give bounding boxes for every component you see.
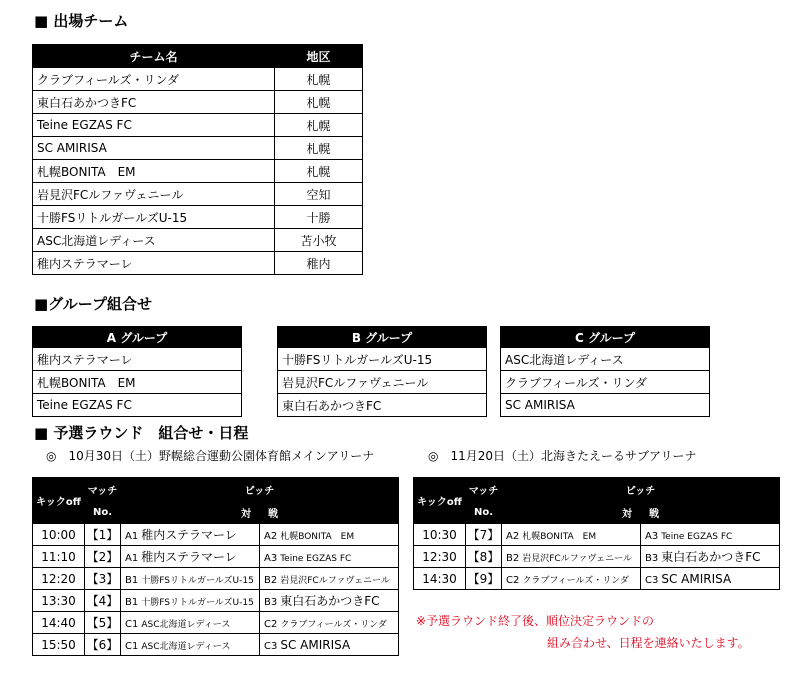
team-seed: B2 [506, 552, 520, 564]
match-team-cell [260, 546, 399, 568]
kickoff-header: キックoff [33, 478, 85, 524]
team-seed: B1 [125, 574, 139, 586]
match-team-name: 東白石あかつきFC [280, 594, 380, 608]
match-team-name: 東白石あかつきFC [661, 550, 761, 564]
match-no: 【9】 [466, 568, 502, 590]
note-line-2: 組み合わせ、日程を連絡いたします。 [547, 636, 750, 650]
kickoff-time: 12:20 [33, 568, 85, 590]
kickoff-time: 14:40 [33, 612, 85, 634]
schedule-table-2 [413, 477, 780, 590]
match-team-cell [641, 524, 780, 546]
team-name: 札幌BONITA EM [33, 160, 275, 183]
group-team: ASC北海道レディース [501, 348, 710, 371]
match-header-top-2: マッチ [466, 478, 502, 501]
match-team-name: ASC北海道レディース [141, 619, 231, 630]
team-name: 十勝FSリトルガールズU-15 [33, 206, 275, 229]
match-no: 【7】 [466, 524, 502, 546]
team-region: 空知 [275, 183, 363, 206]
match-no-header: No. [85, 501, 121, 524]
kickoff-time: 13:30 [33, 590, 85, 612]
team-seed: A1 [125, 531, 139, 542]
match-team-name: Teine EGZAS FC [661, 531, 733, 542]
kickoff-header-2: キックoff [414, 478, 466, 524]
match-row [33, 590, 399, 612]
group-team-row [33, 371, 242, 394]
schedule-heading: ■ 予選ラウンド 組合せ・日程 [34, 424, 249, 442]
team-seed: C2 [264, 618, 278, 630]
match-no: 【4】 [85, 590, 121, 612]
match-no: 【6】 [85, 634, 121, 656]
match-team-name: 札幌BONITA EM [280, 531, 355, 542]
match-team-name: SC AMIRISA [280, 637, 351, 652]
team-region: 十勝 [275, 206, 363, 229]
team-seed: C3 [264, 640, 278, 652]
teams-heading: ■ 出場チーム [34, 12, 129, 30]
team-seed: B3 [645, 553, 659, 564]
team-name: ASC北海道レディース [33, 229, 275, 252]
team-row [33, 137, 363, 160]
kickoff-time: 10:00 [33, 524, 85, 546]
match-team-cell [502, 546, 641, 568]
match-team-cell [121, 634, 260, 656]
match-team-name: クラブフィールズ・リンダ [280, 619, 387, 630]
match-team-cell [260, 524, 399, 546]
group-name: A グループ [33, 327, 242, 348]
team-name: 岩見沢FCルファヴェニール [33, 183, 275, 206]
team-region: 札幌 [275, 114, 363, 137]
match-team-name: ASC北海道レディース [141, 641, 231, 652]
col-region-header: 地区 [275, 45, 363, 68]
vs-header-a: 対 [121, 501, 260, 524]
kickoff-time: 14:30 [414, 568, 466, 590]
groups-heading: ■グループ組合せ [34, 295, 152, 313]
note-line-1: ※予選ラウンド終了後、順位決定ラウンドの [416, 614, 655, 628]
team-region: 札幌 [275, 160, 363, 183]
group-team: クラブフィールズ・リンダ [501, 371, 710, 394]
match-row [414, 568, 780, 590]
kickoff-time: 12:30 [414, 546, 466, 568]
team-row [33, 252, 363, 275]
teams-table [32, 44, 363, 275]
match-row [33, 612, 399, 634]
kickoff-time: 15:50 [33, 634, 85, 656]
match-no: 【1】 [85, 524, 121, 546]
group-team: 岩見沢FCルファヴェニール [278, 371, 487, 394]
group-team: 東白石あかつきFC [278, 394, 487, 417]
match-no: 【2】 [85, 546, 121, 568]
group-name: B グループ [278, 327, 487, 348]
team-seed: A3 [645, 530, 659, 542]
group-team-row [33, 394, 242, 417]
match-row [33, 568, 399, 590]
match-team-cell [121, 524, 260, 546]
team-seed: C1 [125, 618, 139, 630]
match-team-cell [502, 524, 641, 546]
team-region: 札幌 [275, 68, 363, 91]
match-team-name: 岩見沢FCルファヴェニール [280, 575, 390, 586]
team-region: 札幌 [275, 137, 363, 160]
venue-2: ◎ 11月20日（土）北海きたえーるサブアリーナ [428, 449, 697, 463]
match-header-top: マッチ [85, 478, 121, 501]
group-team: 十勝FSリトルガールズU-15 [278, 348, 487, 371]
group-table [277, 326, 487, 417]
team-region: 稚内 [275, 252, 363, 275]
vs-header-b: 戦 [260, 501, 399, 524]
group-team: SC AMIRISA [501, 394, 710, 417]
team-region: 苫小牧 [275, 229, 363, 252]
match-team-cell [502, 568, 641, 590]
pitch-header-2: ピッチ [502, 478, 780, 501]
group-team-row [278, 394, 487, 417]
match-team-name: Teine EGZAS FC [280, 553, 352, 564]
schedule-table-1 [32, 477, 399, 656]
match-row [33, 546, 399, 568]
match-team-cell [641, 546, 780, 568]
match-team-cell [641, 568, 780, 590]
team-name: 稚内ステラマーレ [33, 252, 275, 275]
match-team-cell [121, 590, 260, 612]
match-no-header-2: No. [466, 501, 502, 524]
match-team-cell [260, 568, 399, 590]
match-team-cell [121, 568, 260, 590]
group-table [32, 326, 242, 417]
group-team: 札幌BONITA EM [33, 371, 242, 394]
group-team: 稚内ステラマーレ [33, 348, 242, 371]
match-no: 【3】 [85, 568, 121, 590]
match-team-cell [121, 546, 260, 568]
team-name: 東白石あかつきFC [33, 91, 275, 114]
team-seed: C3 [645, 574, 659, 586]
match-team-name: 岩見沢FCルファヴェニール [522, 553, 632, 564]
teams-header-row [33, 45, 363, 68]
team-row [33, 183, 363, 206]
team-seed: C1 [125, 640, 139, 652]
group-team-row [33, 348, 242, 371]
match-no: 【5】 [85, 612, 121, 634]
venue-1: ◎ 10月30日（土）野幌総合運動公園体育館メインアリーナ [46, 449, 375, 463]
team-row [33, 114, 363, 137]
match-no: 【8】 [466, 546, 502, 568]
team-row [33, 206, 363, 229]
group-team-row [278, 371, 487, 394]
match-team-name: クラブフィールズ・リンダ [522, 575, 629, 586]
match-team-cell [260, 634, 399, 656]
team-name: クラブフィールズ・リンダ [33, 68, 275, 91]
match-team-cell [121, 612, 260, 634]
match-team-name: 稚内ステラマーレ [141, 550, 237, 564]
kickoff-time: 10:30 [414, 524, 466, 546]
match-team-cell [260, 590, 399, 612]
kickoff-time: 11:10 [33, 546, 85, 568]
match-team-name: 十勝FSリトルガールズU-15 [141, 597, 254, 608]
team-row [33, 229, 363, 252]
group-team-row [278, 348, 487, 371]
team-seed: A3 [264, 552, 278, 564]
match-row [414, 524, 780, 546]
vs-header-b-2: 戦 [641, 501, 780, 524]
team-seed: C2 [506, 574, 520, 586]
team-row [33, 68, 363, 91]
group-team-row [501, 348, 710, 371]
pitch-header: ピッチ [121, 478, 399, 501]
team-name: Teine EGZAS FC [33, 114, 275, 137]
group-team: Teine EGZAS FC [33, 394, 242, 417]
team-seed: B2 [264, 574, 278, 586]
team-seed: B3 [264, 597, 278, 608]
match-team-name: 稚内ステラマーレ [141, 528, 237, 542]
team-region: 札幌 [275, 91, 363, 114]
match-row [33, 634, 399, 656]
team-seed: A1 [125, 553, 139, 564]
team-row [33, 160, 363, 183]
group-team-row [501, 394, 710, 417]
team-seed: A2 [264, 530, 278, 542]
group-team-row [501, 371, 710, 394]
match-team-cell [260, 612, 399, 634]
team-row [33, 91, 363, 114]
group-name: C グループ [501, 327, 710, 348]
group-table [500, 326, 710, 417]
match-row [414, 546, 780, 568]
match-team-name: SC AMIRISA [661, 571, 732, 586]
match-team-name: 十勝FSリトルガールズU-15 [141, 575, 254, 586]
vs-header-a-2: 対 [502, 501, 641, 524]
team-seed: A2 [506, 530, 520, 542]
match-row [33, 524, 399, 546]
col-team-header: チーム名 [33, 45, 275, 68]
team-seed: B1 [125, 596, 139, 608]
match-team-name: 札幌BONITA EM [522, 531, 597, 542]
team-name: SC AMIRISA [33, 137, 275, 160]
